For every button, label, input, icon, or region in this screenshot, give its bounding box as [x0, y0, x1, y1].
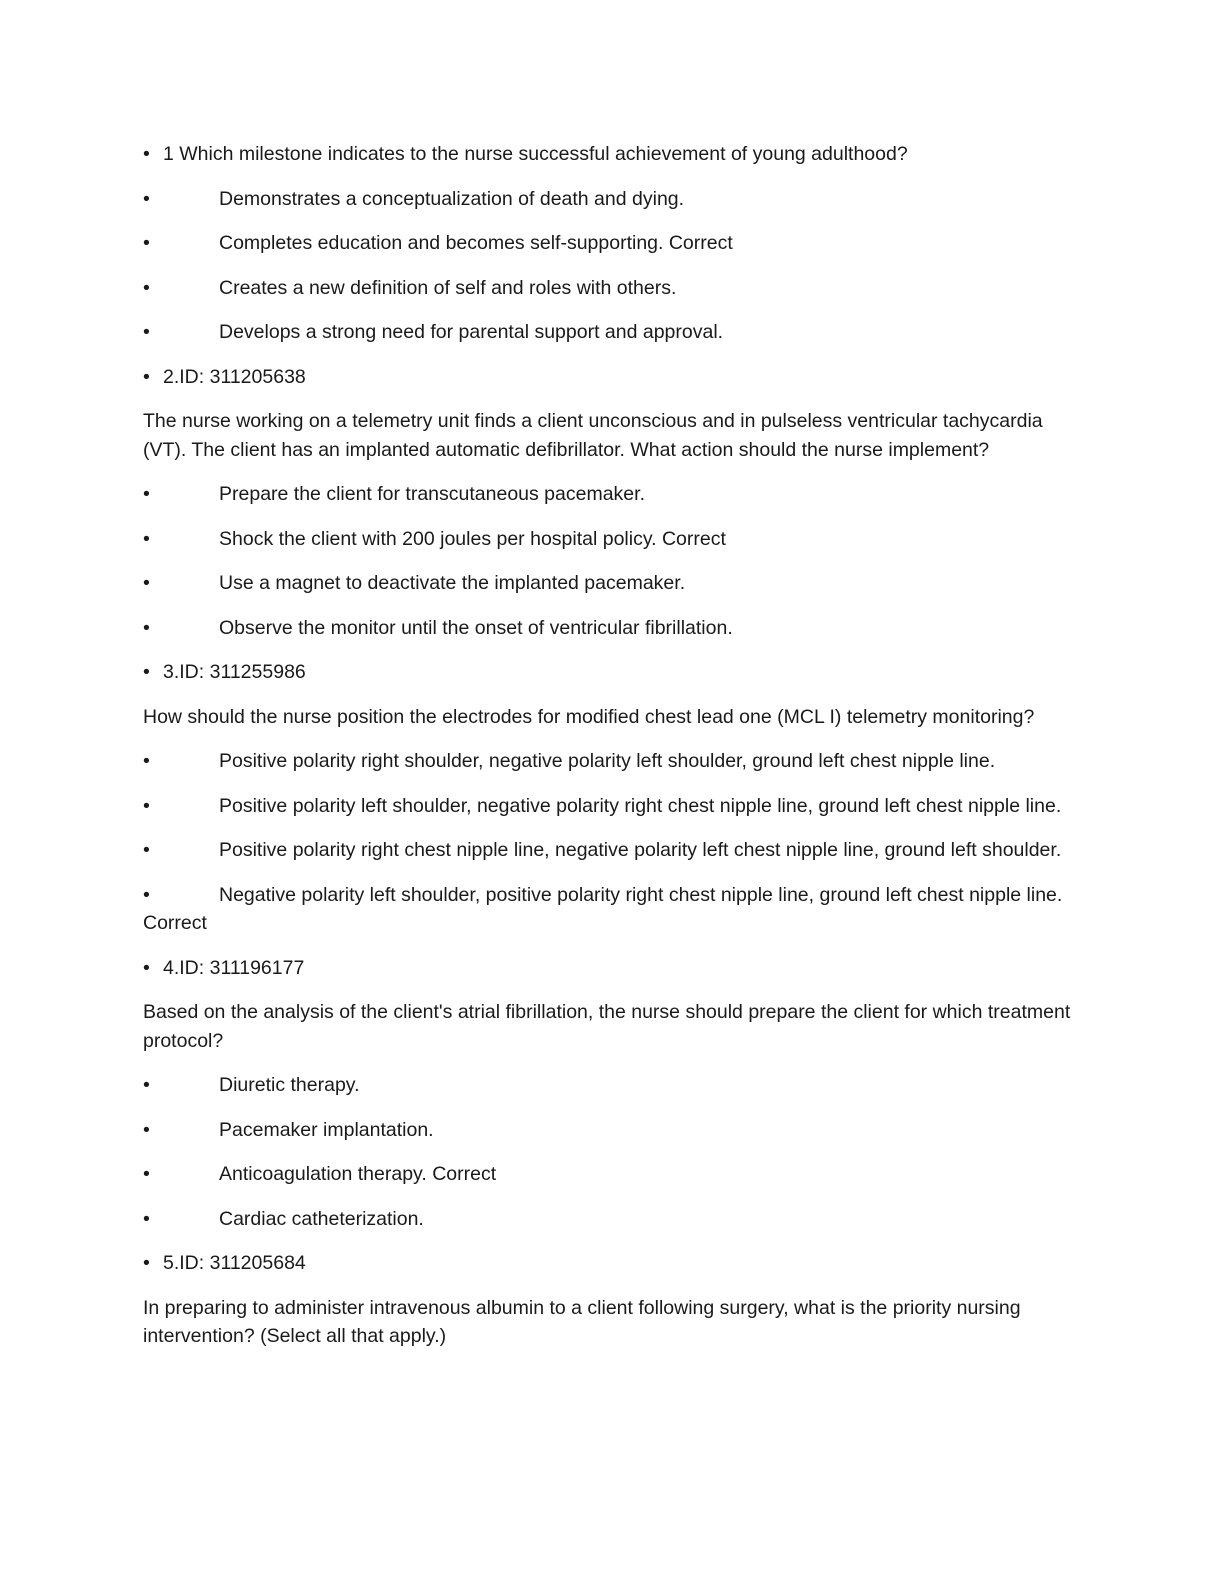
question-3-option-a	[143, 747, 1078, 776]
bullet: •	[143, 483, 150, 505]
option-text: Anticoagulation therapy. Correct	[219, 1163, 497, 1185]
option-text: Demonstrates a conceptualization of death and dying.	[219, 187, 685, 210]
option-text: Prepare the client for transcutaneous pacemaker.	[219, 483, 645, 505]
question-4-header	[143, 954, 1078, 983]
option-text: Pacemaker implantation.	[219, 1118, 434, 1141]
bullet: •	[143, 1252, 150, 1274]
question-4-option-d	[143, 1205, 1078, 1234]
question-5-header	[143, 1249, 1078, 1278]
document-page	[143, 140, 1078, 1367]
question-1-option-d	[143, 318, 1078, 347]
question-header-text: 5.ID: 311205684	[163, 1252, 306, 1274]
question-2-header	[143, 363, 1078, 392]
option-text: Completes education and becomes self-supporting. Correct	[219, 232, 733, 254]
bullet: •	[143, 276, 150, 299]
option-text: Positive polarity right shoulder, negative polarity left shoulder, ground left chest nipple line.	[219, 750, 996, 772]
question-1-option-b	[143, 229, 1078, 258]
bullet: •	[143, 1163, 150, 1185]
option-text: Use a magnet to deactivate the implanted pacemaker.	[219, 572, 686, 594]
bullet: •	[143, 1074, 150, 1096]
option-text: Positive polarity left shoulder, negative polarity right chest nipple line, ground left chest nipple line.	[219, 794, 1062, 817]
bullet: •	[143, 616, 150, 639]
question-3-option-c	[143, 836, 1078, 865]
bullet: •	[143, 794, 150, 817]
bullet: •	[143, 527, 150, 550]
question-header-text: 3.ID: 311255986	[163, 661, 306, 683]
question-3-header	[143, 658, 1078, 687]
bullet: •	[143, 572, 150, 594]
option-text: Positive polarity right chest nipple line, negative polarity left chest nipple line, ground left shoulder.	[219, 839, 1062, 861]
bullet: •	[143, 143, 150, 165]
question-1-option-a	[143, 185, 1078, 214]
question-5-stem: In preparing to administer intravenous albumin to a client following surgery, what is the priority nursing intervention? (Select all that apply.)	[143, 1296, 1021, 1347]
option-text: Negative polarity left shoulder, positive polarity right chest nipple line, ground left chest nipple line. Correct	[143, 883, 1063, 934]
question-3-stem: How should the nurse position the electrodes for modified chest lead one (MCL I) telemetry monitoring?	[143, 705, 1035, 728]
question-1-header	[143, 140, 1078, 169]
question-2-option-c	[143, 569, 1078, 598]
question-4-stem: Based on the analysis of the client's atrial fibrillation, the nurse should prepare the client for which treatment protocol?	[143, 1001, 1071, 1052]
bullet: •	[143, 750, 150, 772]
bullet: •	[143, 232, 150, 254]
option-text: Creates a new definition of self and roles with others.	[219, 276, 677, 299]
bullet: •	[143, 956, 150, 979]
option-text: Develops a strong need for parental support and approval.	[219, 321, 724, 343]
question-3-option-d	[143, 881, 1078, 938]
option-text: Shock the client with 200 joules per hospital policy. Correct	[219, 527, 726, 550]
question-header-text: 4.ID: 311196177	[163, 956, 305, 979]
question-2-stem: The nurse working on a telemetry unit finds a client unconscious and in pulseless ventricular tachycardia (VT). The client has an implanted automatic defibrillator. What action should the nurse implement?	[143, 410, 1043, 461]
option-text: Cardiac catheterization.	[219, 1207, 424, 1230]
bullet: •	[143, 661, 150, 683]
question-2-option-a	[143, 480, 1078, 509]
question-header-text: 2.ID: 311205638	[163, 365, 306, 388]
bullet: •	[143, 1118, 150, 1141]
question-4-option-c	[143, 1160, 1078, 1189]
question-4-option-b	[143, 1116, 1078, 1145]
bullet: •	[143, 187, 150, 210]
question-header-text: 1 Which milestone indicates to the nurse successful achievement of young adulthood?	[163, 143, 908, 165]
question-1-option-c	[143, 274, 1078, 303]
bullet: •	[143, 839, 150, 861]
bullet: •	[143, 1207, 150, 1230]
bullet: •	[143, 321, 150, 343]
bullet: •	[143, 365, 150, 388]
option-text: Diuretic therapy.	[219, 1074, 360, 1096]
bullet: •	[143, 883, 150, 906]
question-2-option-b	[143, 525, 1078, 554]
question-2-option-d	[143, 614, 1078, 643]
option-text: Observe the monitor until the onset of ventricular fibrillation.	[219, 616, 733, 639]
question-3-option-b	[143, 792, 1078, 821]
question-4-option-a	[143, 1071, 1078, 1100]
